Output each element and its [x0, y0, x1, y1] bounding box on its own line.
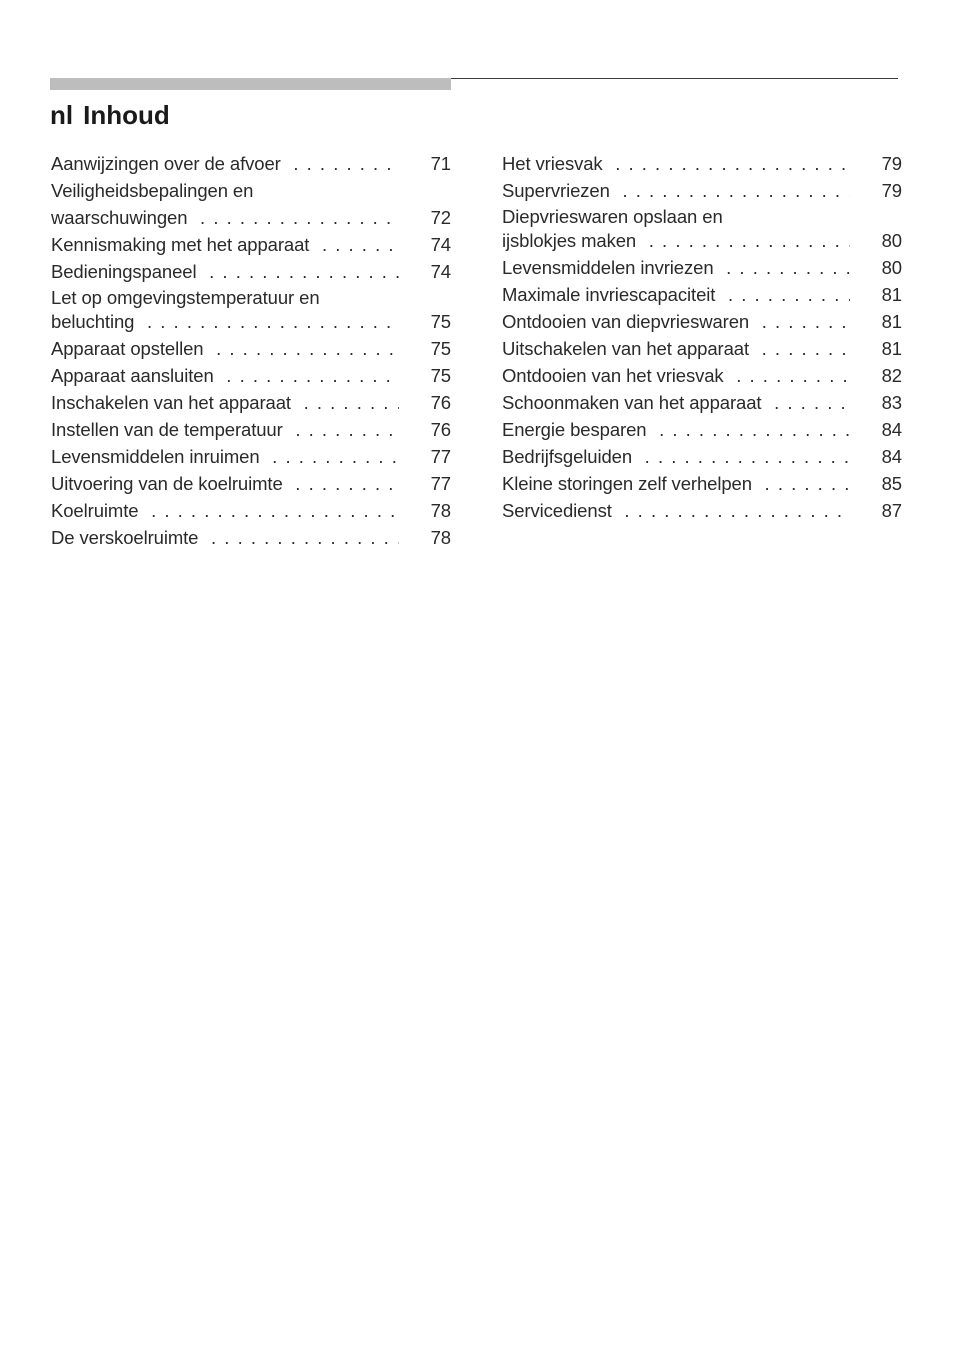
toc-entry[interactable] [51, 389, 451, 416]
toc-entry-page: 85 [862, 470, 902, 497]
toc-entry-page: 75 [411, 308, 451, 335]
toc-entry-page: 76 [411, 389, 451, 416]
toc-entry-label: Uitschakelen van het apparaat [502, 338, 755, 359]
toc-entry-page: 75 [411, 335, 451, 362]
toc-entry-page: 84 [862, 443, 902, 470]
toc-entry[interactable] [51, 524, 451, 551]
toc-entry-label: Supervriezen [502, 180, 616, 201]
toc-entry-label: Levensmiddelen invriezen [502, 257, 720, 278]
toc-entry-label: Levensmiddelen inruimen [51, 446, 266, 467]
toc-entry-label: Schoonmaken van het apparaat [502, 392, 767, 413]
toc-entry-label: Apparaat aansluiten [51, 365, 220, 386]
toc-entry-label-line1: Veiligheidsbepalingen en [51, 180, 254, 201]
toc-entry[interactable] [502, 150, 902, 177]
toc-entry-page: 80 [862, 254, 902, 281]
title-text: Inhoud [83, 100, 170, 130]
toc-entry-label: Inschakelen van het apparaat [51, 392, 297, 413]
toc-entry-page: 81 [862, 308, 902, 335]
toc-entry-label: Energie besparen [502, 419, 652, 440]
toc-entry-label: Koelruimte [51, 500, 144, 521]
toc-entry[interactable] [51, 497, 451, 524]
toc-entry-label: waarschuwingen [51, 207, 193, 228]
toc-entry-page: 77 [411, 470, 451, 497]
toc-entry-page: 87 [862, 497, 902, 524]
toc-entry-page: 71 [411, 150, 451, 177]
toc-entry[interactable] [502, 470, 902, 497]
toc-entry-page: 72 [411, 204, 451, 231]
toc-entry[interactable] [502, 335, 902, 362]
toc-entry[interactable] [502, 362, 902, 389]
toc-right-column [502, 150, 902, 524]
toc-entry[interactable] [51, 231, 451, 258]
toc-entry-label: Bedrijfsgeluiden [502, 446, 638, 467]
toc-entry-page: 81 [862, 281, 902, 308]
toc-entry-label: Aanwijzingen over de afvoer [51, 153, 287, 174]
toc-entry-page: 75 [411, 362, 451, 389]
toc-entry-label: Uitvoering van de koelruimte [51, 473, 289, 494]
language-code: nl [50, 100, 74, 130]
toc-entry-label: ijsblokjes maken [502, 230, 642, 251]
toc-entry-label: Kennismaking met het apparaat [51, 234, 315, 255]
toc-entry[interactable] [51, 150, 451, 177]
page-title [50, 100, 170, 131]
toc-entry-label: Servicedienst [502, 500, 618, 521]
toc-entry-label-line1: Diepvrieswaren opslaan en [502, 207, 723, 227]
toc-entry[interactable] [502, 443, 902, 470]
toc-entry[interactable] [51, 288, 451, 335]
toc-entry[interactable] [502, 254, 902, 281]
toc-entry[interactable] [51, 443, 451, 470]
toc-entry-page: 79 [862, 150, 902, 177]
toc-entry-label: De verskoelruimte [51, 527, 204, 548]
toc-entry[interactable] [51, 177, 451, 231]
toc-entry-page: 80 [862, 227, 902, 254]
toc-entry[interactable] [502, 308, 902, 335]
toc-entry-label: Het vriesvak [502, 153, 609, 174]
toc-left-column [51, 150, 451, 551]
toc-entry[interactable] [502, 389, 902, 416]
toc-entry-page: 82 [862, 362, 902, 389]
toc-entry-label: Instellen van de temperatuur [51, 419, 289, 440]
toc-entry-label-line1: Let op omgevingstemperatuur en [51, 288, 320, 308]
toc-entry-label: Ontdooien van het vriesvak [502, 365, 730, 386]
toc-entry[interactable] [51, 470, 451, 497]
toc-entry[interactable] [51, 416, 451, 443]
toc-entry[interactable] [51, 362, 451, 389]
toc-entry-page: 78 [411, 497, 451, 524]
toc-entry[interactable] [51, 335, 451, 362]
toc-entry-label: Apparaat opstellen [51, 338, 209, 359]
toc-entry-label: Kleine storingen zelf verhelpen [502, 473, 758, 494]
toc-entry-page: 79 [862, 177, 902, 204]
toc-entry-label: Ontdooien van diepvrieswaren [502, 311, 755, 332]
toc-entry-page: 83 [862, 389, 902, 416]
toc-entry[interactable] [502, 177, 902, 204]
toc-entry[interactable] [502, 416, 902, 443]
header-accent-bar [50, 78, 451, 90]
toc-entry[interactable] [502, 281, 902, 308]
toc-entry-page: 74 [411, 231, 451, 258]
toc-entry[interactable] [502, 497, 902, 524]
toc-entry-page: 78 [411, 524, 451, 551]
toc-entry-page: 84 [862, 416, 902, 443]
toc-entry[interactable] [51, 258, 451, 285]
toc-entry-page: 81 [862, 335, 902, 362]
toc-entry-page: 77 [411, 443, 451, 470]
toc-entry-label: beluchting [51, 311, 140, 332]
toc-entry-page: 76 [411, 416, 451, 443]
toc-entry-label: Bedieningspaneel [51, 261, 203, 282]
toc-entry[interactable] [502, 207, 902, 254]
toc-entry-label: Maximale invriescapaciteit [502, 284, 721, 305]
toc-entry-page: 74 [411, 258, 451, 285]
